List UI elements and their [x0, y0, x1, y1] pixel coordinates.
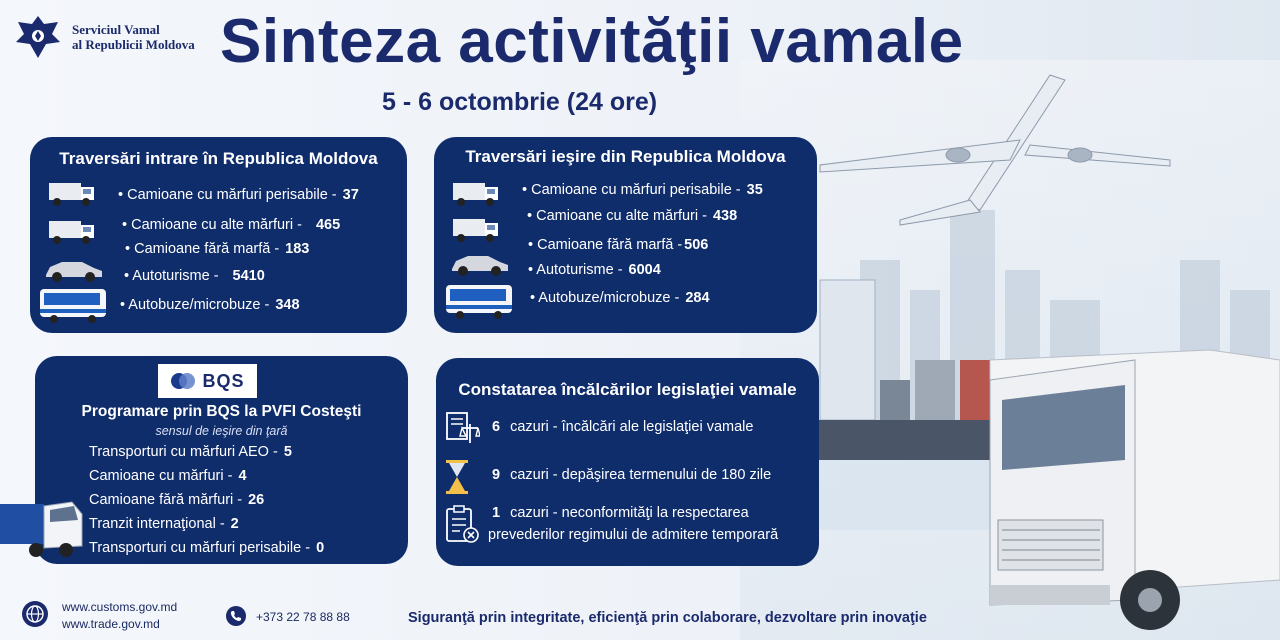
phone-number: +373 22 78 88 88 — [256, 610, 350, 624]
entry-panel — [30, 137, 407, 333]
org-line-1: Serviciul Vamal — [72, 22, 160, 37]
hourglass-icon — [446, 460, 468, 494]
website-customs-link[interactable]: www.customs.gov.md — [62, 600, 178, 614]
truck-icon — [452, 217, 500, 243]
entry-title: Traversări intrare în Republica Moldova — [59, 149, 378, 168]
entry-row-cars: • Autoturisme - 5410 — [124, 268, 265, 284]
violation-row-temporary: 1 cazuri - neconformităţi la respectarea — [492, 505, 749, 521]
website-trade-link[interactable]: www.trade.gov.md — [62, 617, 160, 631]
bus-icon — [38, 287, 110, 325]
bqs-title: Programare prin BQS la PVFI Costeşti — [81, 403, 362, 420]
bqs-row-aeo: Transporturi cu mărfuri AEO - 5 — [89, 444, 292, 460]
phone-icon — [226, 606, 246, 626]
car-icon — [448, 251, 510, 277]
organization-name — [72, 22, 195, 52]
exit-row-other-goods: • Camioane cu alte mărfuri - 438 — [527, 208, 738, 224]
bqs-subtitle: sensul de ieşire din ţară — [155, 424, 288, 438]
page-title: Sinteza activităţii vamale — [220, 7, 964, 76]
violation-row-legislation: 6 cazuri - încălcări ale legislaţiei vamale — [492, 419, 754, 435]
violation-row-temporary-cont: prevederilor regimului de admitere temporară — [488, 527, 779, 543]
org-line-2: al Republicii Moldova — [72, 37, 195, 52]
bqs-logo-icon — [170, 370, 196, 392]
page-subtitle: 5 - 6 octombrie (24 ore) — [382, 88, 658, 116]
entry-row-buses: • Autobuze/microbuze - 348 — [120, 297, 300, 313]
bqs-row-trucks: Camioane cu mărfuri - 4 — [89, 468, 247, 484]
exit-row-cars: • Autoturisme - 6004 — [528, 262, 661, 278]
checklist-icon — [444, 504, 480, 544]
exit-row-perishable: • Camioane cu mărfuri perisabile - 35 — [522, 182, 763, 198]
bqs-panel — [35, 356, 408, 564]
entry-row-empty: • Camioane fără marfă - 183 — [125, 241, 310, 257]
background-illustration — [740, 60, 1280, 640]
bqs-truck-illustration — [0, 496, 86, 562]
violations-panel — [436, 358, 819, 566]
truck-icon — [48, 219, 96, 245]
slogan: Siguranţă prin integritate, eficienţă prin colaborare, dezvoltare prin inovaţie — [408, 610, 927, 626]
bqs-row-perishable: Transporturi cu mărfuri perisabile - 0 — [89, 540, 325, 556]
globe-icon — [22, 601, 48, 627]
bqs-row-transit: Tranzit internaţional - 2 — [89, 516, 239, 532]
truck-icon — [48, 181, 96, 207]
violation-row-deadline: 9 cazuri - depăşirea termenului de 180 zile — [492, 467, 772, 483]
bus-icon — [444, 283, 516, 321]
exit-title: Traversări ieşire din Republica Moldova — [465, 147, 786, 166]
truck-icon — [452, 181, 500, 207]
entry-row-other-goods: • Camioane cu alte mărfuri - 465 — [122, 217, 341, 233]
exit-row-buses: • Autobuze/microbuze - 284 — [530, 290, 710, 306]
bqs-logo — [158, 364, 257, 398]
bqs-logo-text: BQS — [202, 370, 245, 391]
exit-row-empty: • Camioane fără marfă - 506 — [528, 237, 709, 253]
coat-of-arms-logo — [14, 14, 62, 60]
exit-panel — [434, 137, 817, 333]
bqs-row-empty: Camioane fără mărfuri - 26 — [89, 492, 265, 508]
entry-row-perishable: • Camioane cu mărfuri perisabile - 37 — [118, 187, 359, 203]
violations-title: Constatarea încălcărilor legislaţiei vamale — [458, 380, 797, 399]
car-icon — [42, 257, 104, 283]
law-document-icon — [444, 410, 480, 446]
